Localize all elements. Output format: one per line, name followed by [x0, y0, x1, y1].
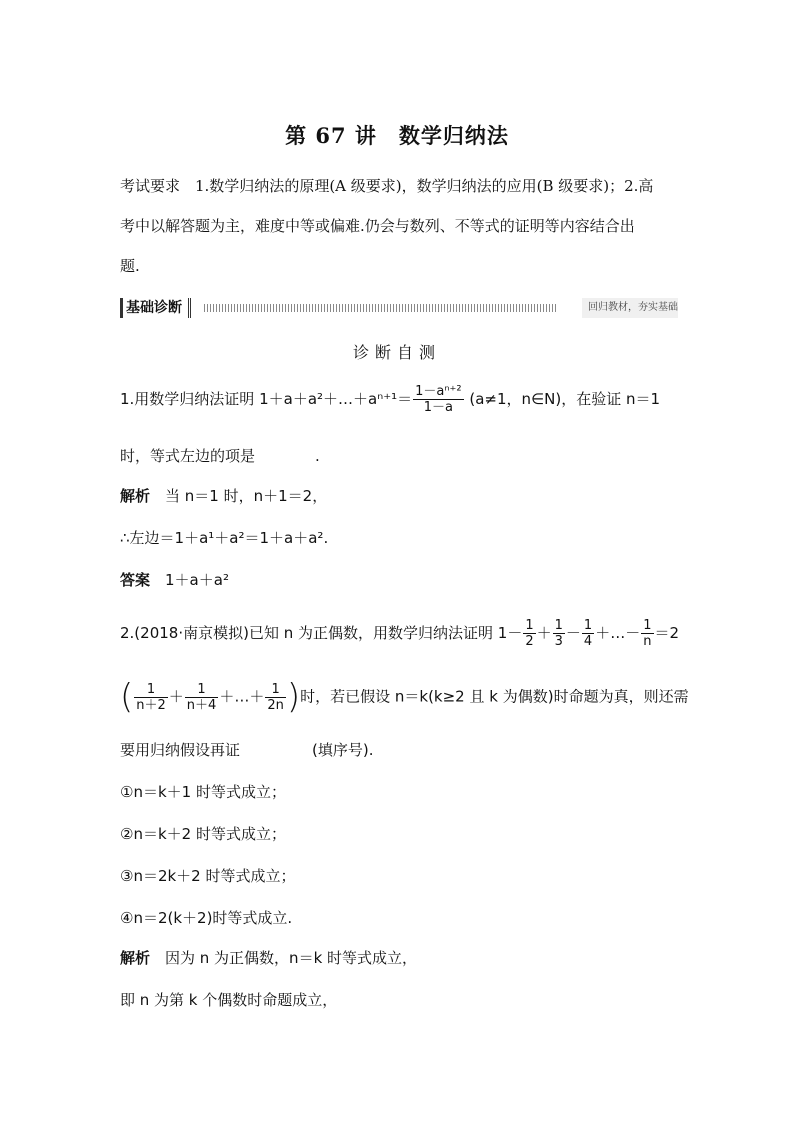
- q2-g-frac-2: [185, 682, 219, 713]
- q2-frac-2: [553, 618, 565, 649]
- q2-left-paren: (: [120, 677, 134, 717]
- q1-line2-end: .: [315, 447, 320, 465]
- page-title: 第 67 讲 数学归纳法: [285, 123, 509, 148]
- q2-g-frac-2-num: 1: [185, 682, 219, 698]
- q2-frac-4-den: n: [643, 634, 652, 649]
- q2-right-paren: ): [286, 677, 301, 717]
- q2-g-op-1: ＋: [168, 687, 184, 706]
- q2-prefix: 2.(2018·南京模拟)已知 n 为正偶数，用数学归纳法证明 1－: [120, 624, 523, 642]
- q2-g-frac-3-den: 2n: [267, 697, 284, 713]
- q2-line-2: [120, 677, 689, 717]
- q1-statement: [120, 384, 660, 415]
- q1-frac-denominator: 1－a: [423, 400, 453, 415]
- q1-analysis-line-2: ∴左边＝1＋a¹＋a²＝1＋a＋a².: [120, 529, 329, 547]
- q1-answer-text: 1＋a＋a²: [150, 571, 229, 589]
- q2-frac-1-den: 2: [525, 634, 534, 649]
- q2-option-4: ④n＝2(k＋2)时等式成立.: [120, 909, 293, 927]
- section-bar-pattern: [204, 304, 558, 312]
- q2-g-frac-2-den: n＋4: [186, 697, 217, 713]
- q2-frac-3-den: 4: [583, 634, 593, 649]
- q1-frac-numerator: 1－aⁿ⁺²: [415, 384, 462, 399]
- q1-suffix: (a≠1，n∈N)，在验证 n＝1: [464, 390, 661, 408]
- q1-line-2: [120, 446, 320, 466]
- exam-requirements-line-3: 题.: [120, 257, 140, 275]
- q2-line-3: [120, 740, 374, 760]
- q2-frac-3: [582, 618, 594, 649]
- q1-prefix: 1.用数学归纳法证明 1＋a＋a²＋…＋aⁿ⁺¹＝: [120, 390, 413, 408]
- q2-option-1: ①n＝k＋1 时等式成立；: [120, 783, 286, 801]
- q1-analysis-text: 当 n＝1 时，n＋1＝2，: [150, 487, 328, 505]
- q2-g-op-2: ＋…＋: [219, 687, 265, 706]
- section-bar: [120, 298, 678, 318]
- q2-eq: ＝2: [654, 624, 680, 642]
- q2-frac-4-num: 1: [643, 618, 652, 633]
- q2-option-2: ②n＝k＋2 时等式成立；: [120, 825, 286, 843]
- q2-analysis: [120, 948, 417, 968]
- q2-g-frac-1: [134, 682, 168, 713]
- q1-line2-text: 时，等式左边的项是: [120, 447, 256, 465]
- q2-frac-2-den: 3: [554, 634, 563, 649]
- q2-statement: [120, 618, 679, 649]
- exam-requirements-line-1: 考试要求 1.数学归纳法的原理(A 级要求)，数学归纳法的应用(B 级要求)；2.高: [120, 177, 654, 195]
- q1-analysis-label: 解析: [120, 487, 151, 505]
- q2-analysis-label: 解析: [120, 949, 151, 967]
- q2-frac-1-num: 1: [525, 618, 534, 633]
- q2-g-frac-3: [265, 682, 286, 713]
- section-title: 诊断自测: [352, 343, 441, 362]
- q2-op-3: ＋…－: [595, 624, 641, 642]
- section-bar-label: 基础诊断: [120, 298, 191, 318]
- q1-answer-label: 答案: [120, 571, 151, 589]
- q2-line2-suffix: 时，若已假设 n＝k(k≥2 且 k 为偶数)时命题为真，则还需: [300, 687, 689, 706]
- q2-frac-3-num: 1: [583, 618, 593, 633]
- q2-op-1: ＋: [536, 624, 552, 642]
- q2-line3-end: (填序号).: [312, 741, 374, 759]
- q2-frac-2-num: 1: [554, 618, 563, 633]
- q2-frac-1: [523, 618, 535, 649]
- section-bar-right-text: 回归教材，夯实基础: [582, 298, 678, 318]
- q2-option-3: ③n＝2k＋2 时等式成立；: [120, 867, 296, 885]
- q1-analysis: [120, 486, 327, 506]
- q2-line3-text: 要用归纳假设再证: [120, 741, 241, 759]
- exam-requirements-line-2: 考中以解答题为主，难度中等或偏难.仍会与数列、不等式的证明等内容结合出: [120, 217, 635, 235]
- q2-frac-4: [641, 618, 653, 649]
- q2-op-2: －: [565, 624, 581, 642]
- q2-g-frac-1-num: 1: [134, 682, 168, 698]
- q1-fraction: [413, 384, 464, 415]
- q2-analysis-text: 因为 n 为正偶数，n＝k 时等式成立，: [150, 949, 418, 967]
- q2-g-frac-3-num: 1: [265, 682, 286, 698]
- q2-g-frac-1-den: n＋2: [136, 697, 166, 713]
- q1-answer: [120, 570, 229, 590]
- q2-analysis-line-2: 即 n 为第 k 个偶数时命题成立，: [120, 991, 338, 1009]
